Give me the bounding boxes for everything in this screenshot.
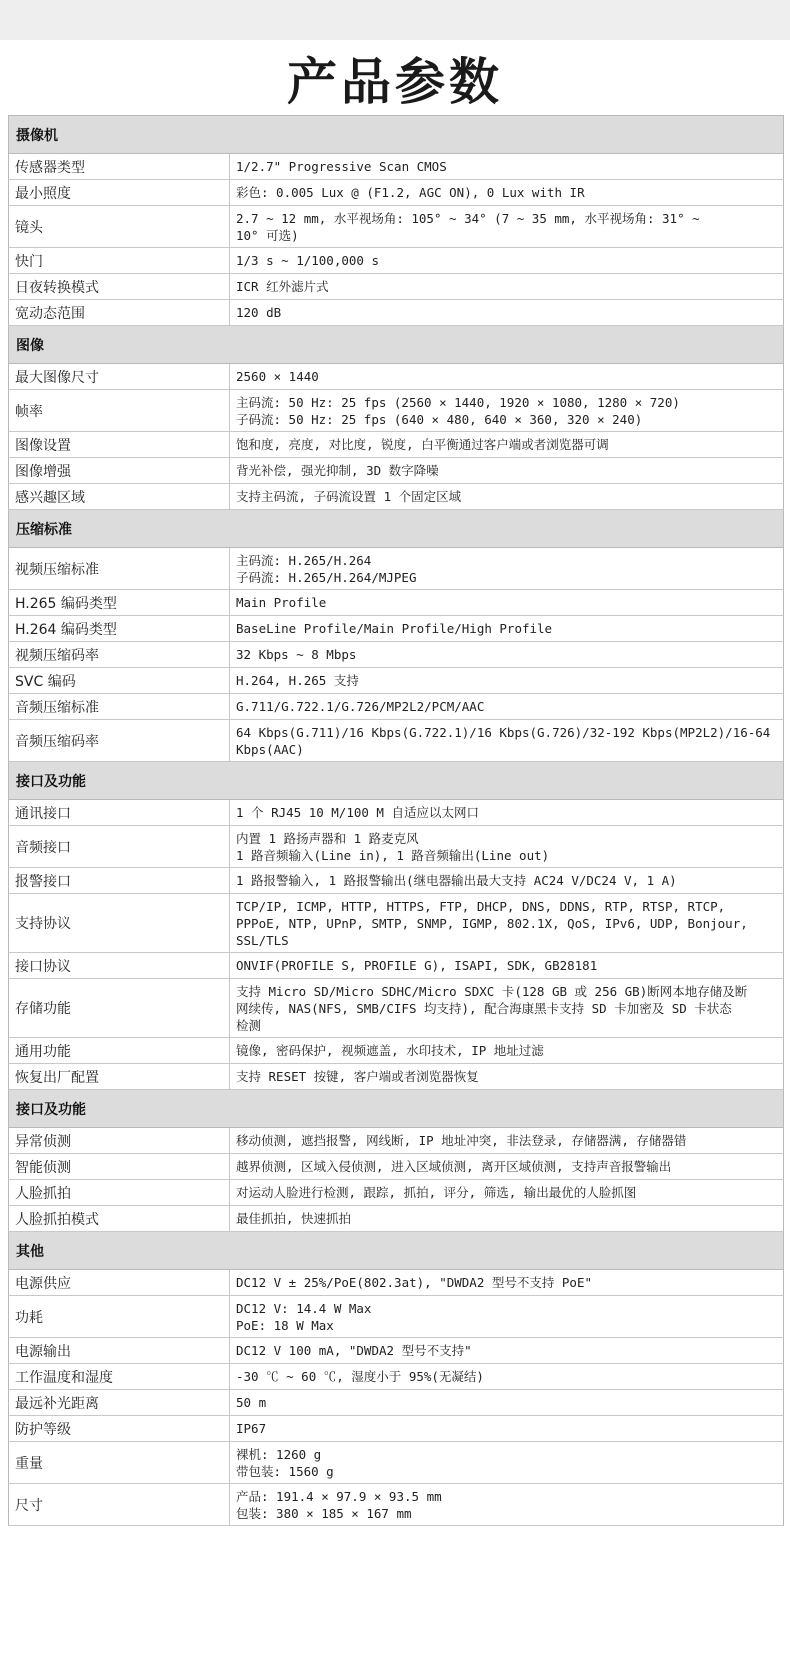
spec-value-line: 裸机: 1260 g	[236, 1446, 322, 1462]
spec-row	[8, 668, 784, 694]
spec-row	[8, 1296, 784, 1338]
page-title: 产品参数	[287, 52, 503, 111]
spec-value	[230, 274, 783, 299]
spec-value	[230, 720, 783, 761]
spec-value-line: 1 路报警输入, 1 路报警输出(继电器输出最大支持 AC24 V/DC24 V, 1 A)	[236, 873, 677, 888]
spec-page	[0, 40, 790, 1521]
spec-value-line: 对运动人脸进行检测, 跟踪, 抓拍, 评分, 筛选, 输出最优的人脸抓图	[236, 1185, 637, 1200]
spec-row	[8, 390, 784, 432]
spec-value-line: -30 ℃ ~ 60 ℃, 湿度小于 95%(无凝结)	[236, 1369, 484, 1384]
spec-row	[8, 1128, 784, 1154]
spec-row	[8, 1364, 784, 1390]
spec-label: 接口协议	[9, 953, 230, 978]
spec-row	[8, 800, 784, 826]
spec-value-line: ONVIF(PROFILE S, PROFILE G), ISAPI, SDK, GB28181	[236, 958, 598, 973]
spec-row	[8, 590, 784, 616]
spec-row	[8, 616, 784, 642]
spec-label: 最小照度	[9, 180, 230, 205]
spec-value	[230, 642, 783, 667]
spec-value	[230, 894, 783, 952]
spec-row	[8, 694, 784, 720]
spec-row	[8, 248, 784, 274]
spec-value	[230, 590, 783, 615]
spec-value-line: 120 dB	[236, 305, 282, 320]
spec-value	[230, 1038, 783, 1063]
spec-value	[230, 1416, 783, 1441]
spec-table	[8, 115, 784, 1526]
spec-label: 报警接口	[9, 868, 230, 893]
spec-value	[230, 1128, 783, 1153]
spec-label: 日夜转换模式	[9, 274, 230, 299]
spec-value	[230, 1154, 783, 1179]
spec-value-line: 检测	[236, 1017, 262, 1033]
spec-value-line: 子码流: H.265/H.264/MJPEG	[236, 569, 417, 585]
spec-value-line: 32 Kbps ~ 8 Mbps	[236, 647, 357, 662]
spec-label: 重量	[9, 1442, 230, 1483]
spec-value-line: G.711/G.722.1/G.726/MP2L2/PCM/AAC	[236, 699, 485, 714]
spec-value	[230, 1180, 783, 1205]
spec-row	[8, 826, 784, 868]
spec-label: 智能侦测	[9, 1154, 230, 1179]
spec-label: 宽动态范围	[9, 300, 230, 325]
spec-label: 功耗	[9, 1296, 230, 1337]
spec-value-line: DC12 V ± 25%/PoE(802.3at), "DWDA2 型号不支持 PoE"	[236, 1275, 592, 1290]
spec-value-line: 1/2.7" Progressive Scan CMOS	[236, 159, 447, 174]
spec-value	[230, 548, 783, 589]
spec-row	[8, 868, 784, 894]
spec-value	[230, 979, 783, 1037]
spec-value	[230, 953, 783, 978]
spec-value-line: 2560 × 1440	[236, 369, 319, 384]
spec-label: 感兴趣区域	[9, 484, 230, 509]
spec-label: 尺寸	[9, 1484, 230, 1525]
spec-label: 人脸抓拍模式	[9, 1206, 230, 1231]
spec-value	[230, 868, 783, 893]
spec-value	[230, 484, 783, 509]
spec-value-line: 10° 可选)	[236, 227, 299, 243]
spec-label: 工作温度和湿度	[9, 1364, 230, 1389]
spec-label: 音频压缩码率	[9, 720, 230, 761]
spec-value	[230, 432, 783, 457]
spec-label: 通用功能	[9, 1038, 230, 1063]
spec-value-line: 带包装: 1560 g	[236, 1463, 334, 1479]
spec-value	[230, 1270, 783, 1295]
section-header: 接口及功能	[8, 1090, 784, 1128]
spec-row	[8, 720, 784, 762]
spec-value-line: 支持 RESET 按键, 客户端或者浏览器恢复	[236, 1069, 479, 1084]
spec-value-line: 1 个 RJ45 10 M/100 M 自适应以太网口	[236, 805, 479, 820]
spec-value-line: DC12 V 100 mA, "DWDA2 型号不支持"	[236, 1343, 472, 1358]
section-header: 其他	[8, 1232, 784, 1270]
spec-value-line: 50 m	[236, 1395, 267, 1410]
spec-row	[8, 953, 784, 979]
spec-label: 最远补光距离	[9, 1390, 230, 1415]
spec-value	[230, 1064, 783, 1089]
spec-value-line: PPPoE, NTP, UPnP, SMTP, SNMP, IGMP, 802.1X, QoS, IPv6, UDP, Bonjour,	[236, 915, 748, 931]
spec-value	[230, 206, 783, 247]
spec-row	[8, 458, 784, 484]
spec-value	[230, 1390, 783, 1415]
spec-value	[230, 300, 783, 325]
spec-label: 异常侦测	[9, 1128, 230, 1153]
section-header: 图像	[8, 326, 784, 364]
spec-row	[8, 484, 784, 510]
spec-value-line: 背光补偿, 强光抑制, 3D 数字降噪	[236, 463, 439, 478]
spec-value	[230, 248, 783, 273]
spec-row	[8, 1390, 784, 1416]
spec-label: 最大图像尺寸	[9, 364, 230, 389]
spec-label: 图像增强	[9, 458, 230, 483]
spec-row	[8, 548, 784, 590]
spec-value-line: 2.7 ~ 12 mm, 水平视场角: 105° ~ 34° (7 ~ 35 mm, 水平视场角: 31° ~	[236, 210, 700, 226]
spec-value-line: TCP/IP, ICMP, HTTP, HTTPS, FTP, DHCP, DNS, DDNS, RTP, RTSP, RTCP,	[236, 898, 726, 914]
spec-value-line: Main Profile	[236, 595, 327, 610]
spec-label: 恢复出厂配置	[9, 1064, 230, 1089]
spec-value	[230, 668, 783, 693]
spec-value	[230, 180, 783, 205]
spec-row	[8, 274, 784, 300]
spec-row	[8, 894, 784, 953]
spec-row	[8, 154, 784, 180]
spec-row	[8, 1064, 784, 1090]
spec-label: 帧率	[9, 390, 230, 431]
spec-label: 镜头	[9, 206, 230, 247]
spec-value-line: 主码流: 50 Hz: 25 fps (2560 × 1440, 1920 × 1080, 1280 × 720)	[236, 394, 680, 410]
spec-row	[8, 1206, 784, 1232]
spec-label: 图像设置	[9, 432, 230, 457]
spec-value-line: ICR 红外滤片式	[236, 279, 329, 294]
spec-row	[8, 364, 784, 390]
spec-value	[230, 1206, 783, 1231]
spec-value-line: 1/3 s ~ 1/100,000 s	[236, 253, 379, 268]
spec-value-line: 支持主码流, 子码流设置 1 个固定区域	[236, 489, 462, 504]
spec-row	[8, 1484, 784, 1526]
spec-row	[8, 979, 784, 1038]
spec-row	[8, 1180, 784, 1206]
spec-value	[230, 1364, 783, 1389]
spec-value-line: 饱和度, 亮度, 对比度, 锐度, 白平衡通过客户端或者浏览器可调	[236, 437, 609, 452]
spec-label: 快门	[9, 248, 230, 273]
spec-row	[8, 1416, 784, 1442]
spec-label: 防护等级	[9, 1416, 230, 1441]
section-header: 接口及功能	[8, 762, 784, 800]
spec-value-line: Kbps(AAC)	[236, 741, 304, 757]
spec-row	[8, 1442, 784, 1484]
spec-row	[8, 1338, 784, 1364]
spec-label: 传感器类型	[9, 154, 230, 179]
spec-row	[8, 1154, 784, 1180]
spec-label: 音频压缩标准	[9, 694, 230, 719]
spec-value-line: 移动侦测, 遮挡报警, 网线断, IP 地址冲突, 非法登录, 存储器满, 存储器错	[236, 1133, 687, 1148]
spec-value	[230, 1296, 783, 1337]
spec-value	[230, 800, 783, 825]
spec-row	[8, 642, 784, 668]
spec-value-line: 包装: 380 × 185 × 167 mm	[236, 1505, 412, 1521]
spec-row	[8, 432, 784, 458]
spec-value-line: 子码流: 50 Hz: 25 fps (640 × 480, 640 × 360, 320 × 240)	[236, 411, 643, 427]
spec-value-line: 支持 Micro SD/Micro SDHC/Micro SDXC 卡(128 GB 或 256 GB)断网本地存储及断	[236, 983, 748, 999]
spec-row	[8, 300, 784, 326]
section-header: 压缩标准	[8, 510, 784, 548]
spec-label: SVC 编码	[9, 668, 230, 693]
spec-value	[230, 694, 783, 719]
spec-label: 视频压缩标准	[9, 548, 230, 589]
spec-value-line: BaseLine Profile/Main Profile/High Profile	[236, 621, 553, 636]
top-band	[0, 0, 790, 40]
spec-label: 人脸抓拍	[9, 1180, 230, 1205]
spec-row	[8, 180, 784, 206]
section-header: 摄像机	[8, 116, 784, 154]
spec-value-line: 内置 1 路扬声器和 1 路麦克风	[236, 830, 419, 846]
spec-value-line: PoE: 18 W Max	[236, 1317, 334, 1333]
spec-value-line: H.264, H.265 支持	[236, 673, 359, 688]
spec-value-line: 最佳抓拍, 快速抓拍	[236, 1211, 352, 1226]
spec-value	[230, 364, 783, 389]
spec-row	[8, 1038, 784, 1064]
spec-value	[230, 1338, 783, 1363]
spec-value-line: IP67	[236, 1421, 267, 1436]
spec-value	[230, 1442, 783, 1483]
spec-value	[230, 616, 783, 641]
spec-label: 支持协议	[9, 894, 230, 952]
spec-label: H.264 编码类型	[9, 616, 230, 641]
spec-value	[230, 154, 783, 179]
spec-value-line: 网续传, NAS(NFS, SMB/CIFS 均支持), 配合海康黑卡支持 SD 卡加密及 SD 卡状态	[236, 1000, 732, 1016]
spec-label: 音频接口	[9, 826, 230, 867]
spec-label: 视频压缩码率	[9, 642, 230, 667]
spec-value-line: DC12 V: 14.4 W Max	[236, 1300, 372, 1316]
spec-label: 电源供应	[9, 1270, 230, 1295]
spec-value-line: 越界侦测, 区域入侵侦测, 进入区域侦测, 离开区域侦测, 支持声音报警输出	[236, 1159, 672, 1174]
spec-value-line: 产品: 191.4 × 97.9 × 93.5 mm	[236, 1488, 442, 1504]
spec-label: 通讯接口	[9, 800, 230, 825]
spec-value	[230, 390, 783, 431]
spec-value-line: 镜像, 密码保护, 视频遮盖, 水印技术, IP 地址过滤	[236, 1043, 544, 1058]
spec-value-line: 1 路音频输入(Line in), 1 路音频输出(Line out)	[236, 847, 550, 863]
spec-value	[230, 458, 783, 483]
spec-label: H.265 编码类型	[9, 590, 230, 615]
spec-value-line: 64 Kbps(G.711)/16 Kbps(G.722.1)/16 Kbps(G.726)/32-192 Kbps(MP2L2)/16-64	[236, 724, 771, 740]
spec-value-line: 主码流: H.265/H.264	[236, 552, 372, 568]
spec-row	[8, 1270, 784, 1296]
spec-value	[230, 1484, 783, 1525]
spec-row	[8, 206, 784, 248]
spec-label: 存储功能	[9, 979, 230, 1037]
spec-value-line: 彩色: 0.005 Lux @ (F1.2, AGC ON), 0 Lux with IR	[236, 185, 585, 200]
spec-value	[230, 826, 783, 867]
spec-label: 电源输出	[9, 1338, 230, 1363]
spec-value-line: SSL/TLS	[236, 932, 289, 948]
